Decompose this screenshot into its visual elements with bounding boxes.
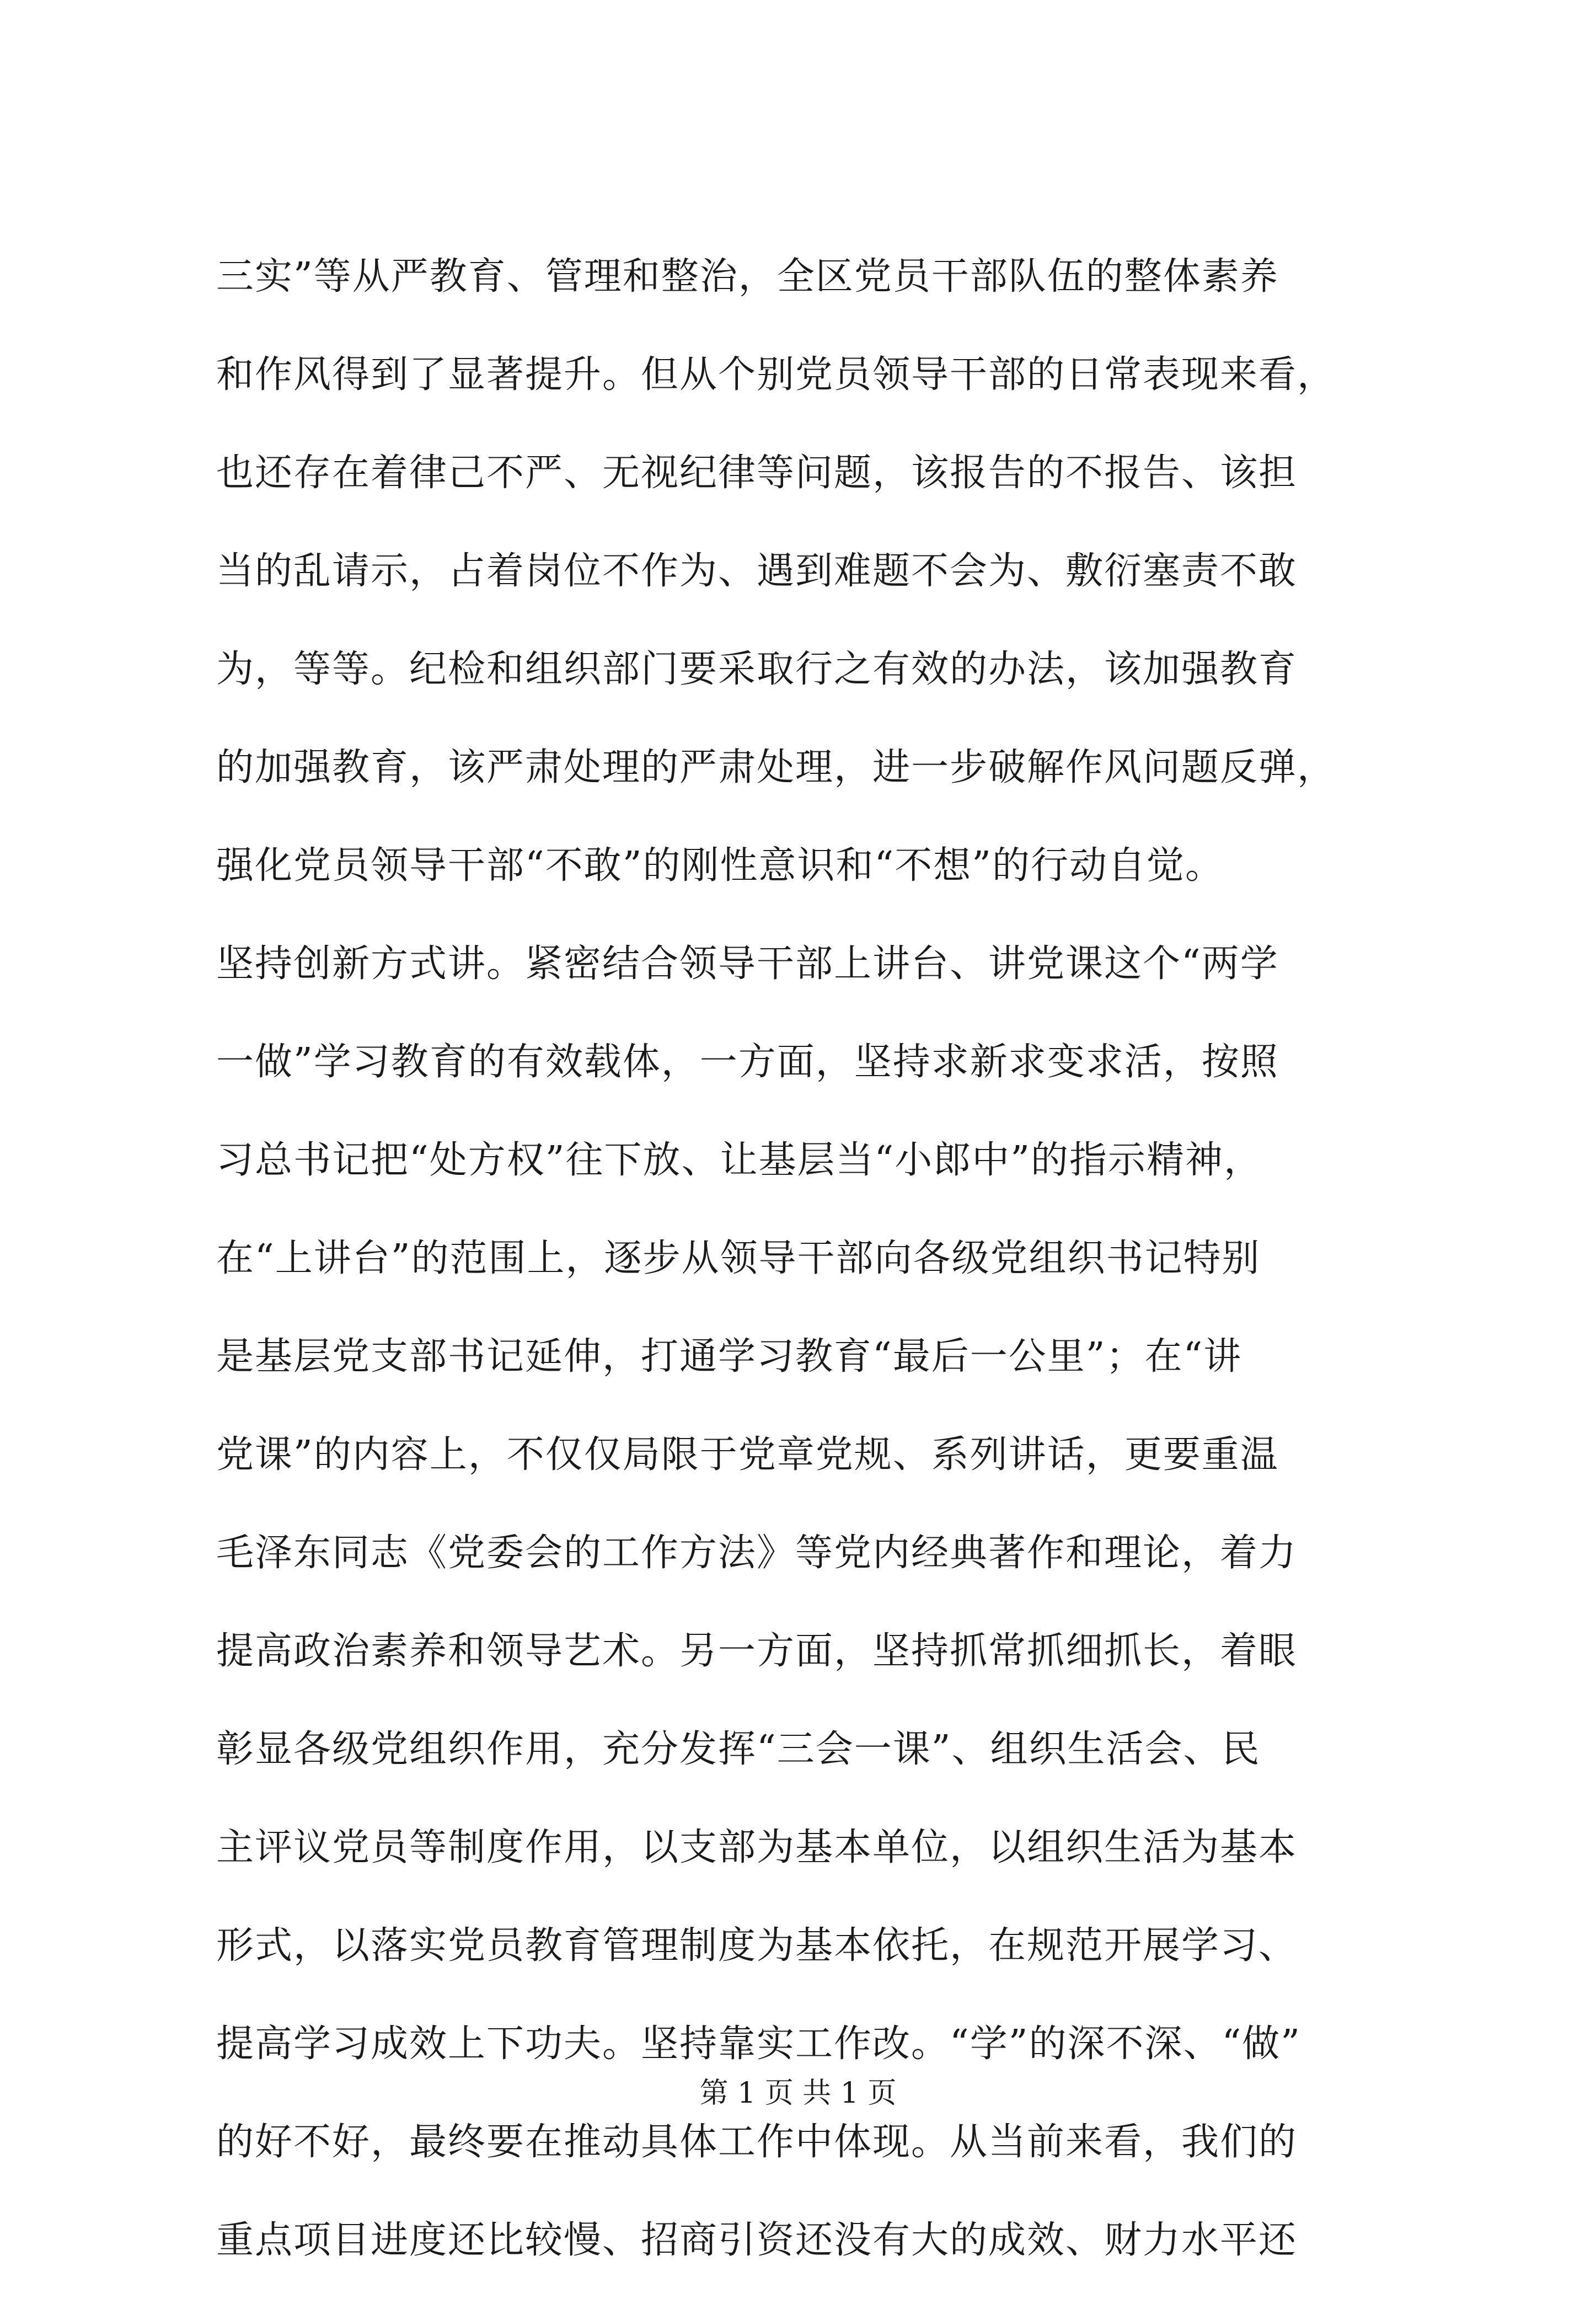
document-body	[216, 255, 1452, 2320]
text-line: 当的乱请示，占着岗位不作为、遇到难题不会为、敷衍塞责不敢	[216, 549, 1298, 593]
text-line: 的加强教育，该严肃处理的严肃处理，进一步破解作风问题反弹，	[216, 746, 1336, 789]
text-line: 习总书记把“处方权”往下放、让基层当“小郎中”的指示精神，	[216, 1138, 1263, 1182]
text-line: 彰显各级党组织作用，充分发挥“三会一课”、组织生活会、民	[216, 1728, 1261, 1771]
text-line: 的好不好，最终要在推动具体工作中体现。从当前来看，我们的	[216, 2120, 1298, 2164]
text-line: 提高学习成效上下功夫。坚持靠实工作改。“学”的深不深、“做”	[216, 2022, 1302, 2066]
text-line: 为，等等。纪检和组织部门要采取行之有效的办法，该加强教育	[216, 648, 1298, 691]
text-line: 是基层党支部书记延伸，打通学习教育“最后一公里”；在“讲	[216, 1335, 1242, 1378]
text-line: 和作风得到了显著提升。但从个别党员领导干部的日常表现来看，	[216, 353, 1336, 397]
text-line: 主评议党员等制度作用，以支部为基本单位，以组织生活为基本	[216, 1826, 1298, 1869]
text-line: 重点项目进度还比较慢、招商引资还没有大的成效、财力水平还	[216, 2219, 1298, 2262]
text-line: 一做”学习教育的有效载体，一方面，坚持求新求变求活，按照	[216, 1040, 1279, 1084]
text-line: 提高政治素养和领导艺术。另一方面，坚持抓常抓细抓长，着眼	[216, 1629, 1298, 1673]
text-line: 也还存在着律己不严、无视纪律等问题，该报告的不报告、该担	[216, 451, 1298, 495]
text-line: 三实”等从严教育、管理和整治，全区党员干部队伍的整体素养	[216, 255, 1279, 298]
text-line: 党课”的内容上，不仅仅局限于党章党规、系列讲话，更要重温	[216, 1433, 1279, 1477]
text-line: 强化党员领导干部“不敢”的刚性意识和“不想”的行动自觉。	[216, 844, 1224, 888]
text-line: 形式，以落实党员教育管理制度为基本依托，在规范开展学习、	[216, 1924, 1298, 1968]
text-line: 毛泽东同志《党委会的工作方法》等党内经典著作和理论，着力	[216, 1531, 1298, 1575]
page-number-footer: 第 1 页 共 1 页	[699, 2077, 897, 2110]
text-line: 坚持创新方式讲。紧密结合领导干部上讲台、讲党课这个“两学	[216, 942, 1279, 986]
text-line: 在“上讲台”的范围上，逐步从领导干部向各级党组织书记特别	[216, 1237, 1261, 1280]
